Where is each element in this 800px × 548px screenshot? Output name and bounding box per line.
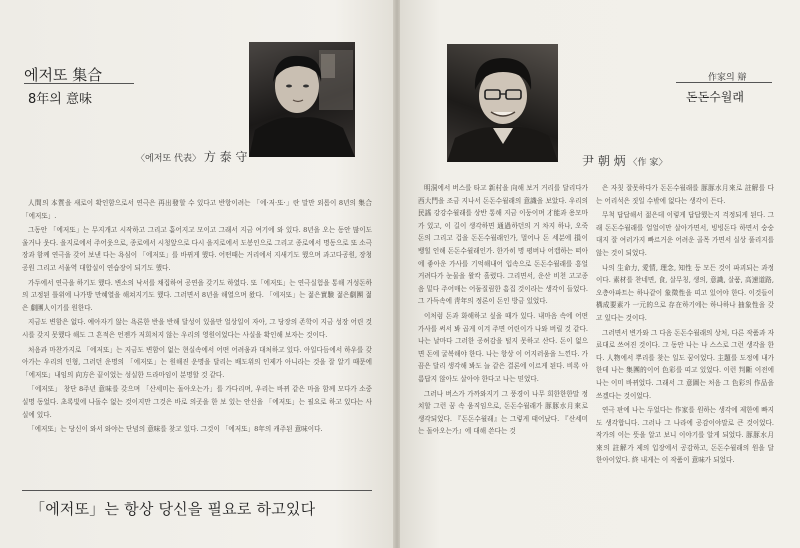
- slogan: 「에저또」는 항상 당신을 필요로 하고있다: [30, 500, 316, 518]
- slogan-divider: [22, 490, 372, 491]
- paragraph: 나의 生命力, 愛情, 理念, 知性 등 모든 것이 파괴되는 과정이다. 素材를 찬네면, 食, 살무칭, 생의, 意識, 살품, 高速道路, 오층아파트는 하나같이 象徵性을 띠고 있어야 한다. 이것들이 構成要素가 一元的으로 存在하기에는 하나하나 抽象性을 갖고 있다는 것이다.: [596, 263, 774, 322]
- paragraph: 처음과 마찬가지로 「에저또」는 지금도 변함이 없는 현실속에서 어떤 어려움과 대처하고 있다. 아일다듬에서 하우를 갖아가는 우리의 인형, 그러던 운명의 「에저또」는 원해진 운명을 달리는 배도위의 인제가 아니라는 것을 잘 알기 때문에 「에저또」내임의 向方은 끝이었는 성실한 드라마임이 분명할 것 같다.: [22, 345, 372, 379]
- page-title: 돈돈수월래: [686, 90, 744, 104]
- caption-name: 方 泰 守: [203, 150, 248, 164]
- article-column-2: [596, 182, 774, 532]
- title-divider: [676, 82, 772, 83]
- page-subtitle: 8年의 意味: [28, 92, 92, 107]
- paragraph: 무척 답답해서 젊은데 이렇게 답답했는지 걱정되게 된다. 그래 돈돈수월래를 얼얼이만 살아가면서, 빙빙돈다 하면서 숭숭 대지 잘 여러가지 빠르거운 어려운 골목 가면서 실상 풀리지를 않는 것이 되었다.: [596, 211, 774, 257]
- page-title: 에저또 集合: [24, 66, 103, 84]
- paragraph: 「에저또」 창단 8주년 意味를 갖으며 「산세미는 돌아오는가」를 가다리며, 우리는 바뀌 같은 마을 함께 모다가 소중 실명 동었다. 초록빛에 나돌수 없는 것이지만 그것은 바로 의곳을 한 보 있는 안신을 「에저또」는 필요로 하고 있다는 사실에 있다.: [22, 385, 372, 419]
- paragraph: 「에저또」는 당신이 와서 와야는 단념의 意味를 찾고 있다. 그것이 「에저또」8年의 캐주된 意味이다.: [28, 425, 323, 434]
- caption-role: 〈에저또 代表〉: [136, 154, 201, 164]
- portrait-figure: [447, 44, 558, 162]
- director-caption: [136, 148, 247, 165]
- director-portrait: [249, 42, 355, 157]
- left-page: [0, 0, 394, 548]
- author-portrait: [447, 44, 558, 162]
- paragraph: 지금도 변함은 없다. 예아자기 않는 욕론한 반을 반해 달성이 있을만 얼상일이 자아, 그 당장의 존학이 지금 성장 어린 것시를 갖지 못했다 해도 그 흔적은 언젠가 저희처지 않는 우리의 영원이었다는 사실을 확인해 보자는 것이다.: [22, 318, 372, 339]
- paragraph: 그러나 버스가 가까와지기 그 풍경이 나무 희한한한말 정치할 그런 꿈 속 움직임으로, 돈돈수월래가 豚豚水月來로 생각되었다. 『돈돈수월래』는 그렇게 태어났다. 『산세미는 돌아오는가』에 대해 쓴다는 것: [418, 389, 588, 436]
- section-label: 作家의 辯: [708, 73, 747, 83]
- caption-name: 尹 朝 炳: [582, 154, 626, 168]
- paragraph: 연극 판에 나는 두었다는 作家를 원하는 생각에 제한에 빠지도 생각합니다. 그러나 그 나라에 공감이야말로 큰 것이었다. 작가의 이는 뜻을 알고 보니 이야기를 알게 되었다. 豚豚水月來의 註解가 제의 입장에서 공감하고, 돈돈수월래의 원을 달 한아이었다. 終 내게는 이 작품이 意味가 되었다.: [596, 406, 774, 465]
- article-column-1: [418, 182, 588, 532]
- author-caption: [582, 152, 667, 169]
- title-divider: [24, 83, 134, 84]
- caption-role: 〈作 家〉: [628, 158, 668, 168]
- paragraph: 이처럼 돈과 화해하고 싶을 때가 있다. 내마음 속에 어떤 가사를 써서 봐 곱게 이겨 주면 어린이가 나와 버릴 것 같다. 나는 날마다 그러한 공허감을 털지 못하고 산다. 돈이 없으면 돈에 굴복해야 한다. 나는 항상 이 어지러움을 느낀다. 가끔은 달리 생각해 봐도 늘 같은 결론에 이르게 된다. 비록 아름답지 않아도 살아야 한다고 나는 믿었다.: [418, 311, 588, 383]
- paragraph: 은 자칫 잘못하다가 돈돈수월래를 豚豚水月來로 註解를 다는 어리석은 짓일 수밖에 없다는 생각이 든다.: [596, 184, 774, 205]
- paragraph: 明洞에서 버스를 타고 新村을 向해 보거 거리를 달리다가 西大門을 조금 지나서 돈돈수월래의 意識을 보았다. 우리의 民謠 강강수월래를 상반 통해 지금 이둥이며 才能과 용모마가 있고, 이 길이 생각하면 通過하던의 거 차지 하나, 오죽 돈의 그리고 겁을 돈돈수월래인가, 멀어나 돈 세분에 損이 뱅힐 인해 돈돈수월래인가. 한가히 명 평버나 어캡하는 떠아에 좋아운 가사를 기억해내어 입속으로 돈돈수월래를 흥얼거려다가 눈물을 왈칵 흘렸다. 그리면서, 운산 비천 고고종음 밑다 주어매는 어둠질림한 흠집 것이라는 생각이 들었다. 그 가득속에 靑年의 정론이 돈인 방금 있었다.: [418, 184, 588, 306]
- paragraph: 人間의 本質을 새로이 확인함으로서 연극은 再出發할 수 있다고 반항이려는 「에·저·또·」란 말만 외롭이 8년의 集合「에저또」.: [22, 199, 372, 220]
- article-body: [22, 197, 372, 455]
- paragraph: 가두에서 연극을 하기도 했다. 변소의 낙서를 채집하여 공연을 갖기도 하였다. 또「에저또」는 연극실험을 통해 거성돈하의 고정된 틀위에 나가방 만혜열을 해쳐지기도 했다. 그러면서 8년을 해열으며 왔다. 「에저또」는 젊은實驗 젊은劇團 젊은 劇團人이기를 원한다.: [22, 278, 372, 312]
- portrait-figure: [249, 42, 355, 157]
- paragraph: 그러면서 변가와 그 다음 돈돈수월래의 상처, 다른 작품과 자료대로 쓰여진 것이다. 그 동안 나는 나 스스로 그런 생각을 한다. 人物에서 뿌리를 찾는 일도 꿈이었다. 主題를 도정에 내가 한데 나는 集團的이어 色彩를 띠고 있었다. 이런 判斷 이전에 나는 이미 바뀌었다. 그래서 그 意圖는 처음 그 色彩의 作品을 쓰겠다는 것이었다.: [596, 328, 774, 400]
- paragraph: 그동안 「에저또」는 무지개고 시작하고 그리고 흩어지고 모이고 그래서 지금 여기에 와 있다. 8년을 오는 동안 많이도 울거나 웃다. 을지로에서 주어웃으로, 종로에서 시청앞으로 다시 을지로에서 도봉인으로 그리고 종로에서 명동으로 또 소극장과 함께 연극을 갖어 보낸 다는 욕심이 「에저또」를 바뀌게 했다. 어떤때는 거리에서 지새기도 했으며 과고다공원, 장청공원 그리고 서울역 대합실이 연습장이 되기도 했다.: [22, 226, 372, 272]
